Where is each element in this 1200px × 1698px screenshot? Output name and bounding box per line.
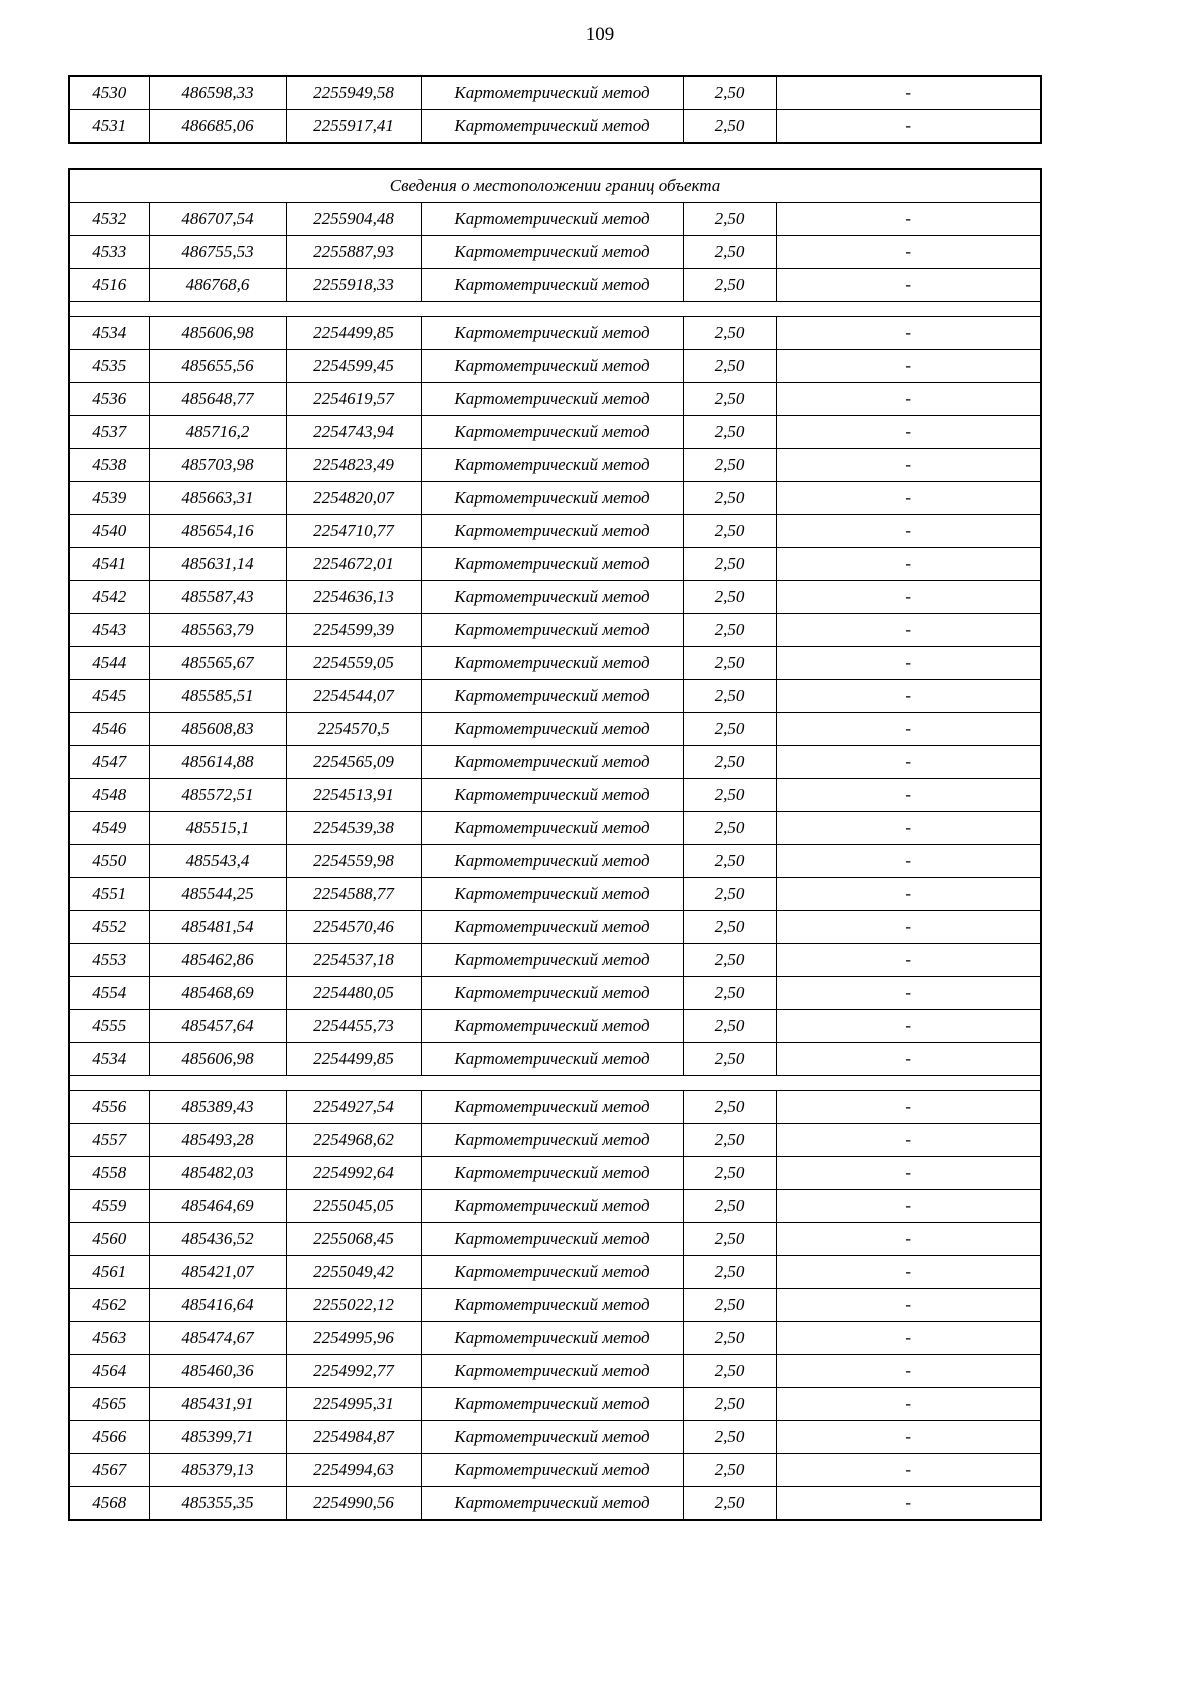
method-cell: Картометрический метод bbox=[421, 383, 683, 416]
note-cell: - bbox=[776, 1010, 1041, 1043]
method-cell: Картометрический метод bbox=[421, 779, 683, 812]
precision-cell: 2,50 bbox=[683, 911, 776, 944]
table-row bbox=[69, 416, 1041, 449]
note-cell: - bbox=[776, 548, 1041, 581]
precision-cell: 2,50 bbox=[683, 1289, 776, 1322]
table-row bbox=[69, 779, 1041, 812]
point-number-cell: 4543 bbox=[69, 614, 149, 647]
point-number-cell: 4536 bbox=[69, 383, 149, 416]
precision-cell: 2,50 bbox=[683, 1487, 776, 1521]
point-number-cell: 4534 bbox=[69, 317, 149, 350]
note-cell: - bbox=[776, 416, 1041, 449]
precision-cell: 2,50 bbox=[683, 482, 776, 515]
coord-x-cell: 485572,51 bbox=[149, 779, 286, 812]
note-cell: - bbox=[776, 977, 1041, 1010]
table-row bbox=[69, 1190, 1041, 1223]
note-cell: - bbox=[776, 1487, 1041, 1521]
coord-x-cell: 485482,03 bbox=[149, 1157, 286, 1190]
table-row bbox=[69, 1421, 1041, 1454]
table-row bbox=[69, 944, 1041, 977]
note-cell: - bbox=[776, 1355, 1041, 1388]
coord-x-cell: 485655,56 bbox=[149, 350, 286, 383]
table-row bbox=[69, 236, 1041, 269]
coord-x-cell: 485565,67 bbox=[149, 647, 286, 680]
method-cell: Картометрический метод bbox=[421, 1043, 683, 1076]
coord-x-cell: 485379,13 bbox=[149, 1454, 286, 1487]
point-number-cell: 4544 bbox=[69, 647, 149, 680]
coord-y-cell: 2254599,39 bbox=[286, 614, 421, 647]
method-cell: Картометрический метод bbox=[421, 350, 683, 383]
method-cell: Картометрический метод bbox=[421, 746, 683, 779]
precision-cell: 2,50 bbox=[683, 1091, 776, 1124]
table-row bbox=[69, 1289, 1041, 1322]
point-number-cell: 4547 bbox=[69, 746, 149, 779]
point-number-cell: 4542 bbox=[69, 581, 149, 614]
point-number-cell: 4548 bbox=[69, 779, 149, 812]
coord-y-cell: 2254455,73 bbox=[286, 1010, 421, 1043]
method-cell: Картометрический метод bbox=[421, 1322, 683, 1355]
note-cell: - bbox=[776, 1124, 1041, 1157]
precision-cell: 2,50 bbox=[683, 614, 776, 647]
coord-x-cell: 485515,1 bbox=[149, 812, 286, 845]
point-number-cell: 4546 bbox=[69, 713, 149, 746]
coord-x-cell: 486685,06 bbox=[149, 110, 286, 144]
method-cell: Картометрический метод bbox=[421, 449, 683, 482]
precision-cell: 2,50 bbox=[683, 1421, 776, 1454]
method-cell: Картометрический метод bbox=[421, 614, 683, 647]
note-cell: - bbox=[776, 911, 1041, 944]
point-number-cell: 4551 bbox=[69, 878, 149, 911]
coord-x-cell: 485544,25 bbox=[149, 878, 286, 911]
table-row bbox=[69, 1043, 1041, 1076]
point-number-cell: 4556 bbox=[69, 1091, 149, 1124]
coord-x-cell: 485421,07 bbox=[149, 1256, 286, 1289]
table-row bbox=[69, 449, 1041, 482]
note-cell: - bbox=[776, 1091, 1041, 1124]
precision-cell: 2,50 bbox=[683, 944, 776, 977]
point-number-cell: 4545 bbox=[69, 680, 149, 713]
point-number-cell: 4530 bbox=[69, 76, 149, 110]
coord-y-cell: 2254984,87 bbox=[286, 1421, 421, 1454]
precision-cell: 2,50 bbox=[683, 1157, 776, 1190]
table-row bbox=[69, 1091, 1041, 1124]
coord-y-cell: 2254672,01 bbox=[286, 548, 421, 581]
precision-cell: 2,50 bbox=[683, 317, 776, 350]
precision-cell: 2,50 bbox=[683, 1010, 776, 1043]
method-cell: Картометрический метод bbox=[421, 1388, 683, 1421]
coord-x-cell: 486755,53 bbox=[149, 236, 286, 269]
point-number-cell: 4563 bbox=[69, 1322, 149, 1355]
point-number-cell: 4558 bbox=[69, 1157, 149, 1190]
note-cell: - bbox=[776, 779, 1041, 812]
table-row bbox=[69, 110, 1041, 144]
note-cell: - bbox=[776, 1454, 1041, 1487]
coord-y-cell: 2254927,54 bbox=[286, 1091, 421, 1124]
coord-x-cell: 485648,77 bbox=[149, 383, 286, 416]
note-cell: - bbox=[776, 1157, 1041, 1190]
note-cell: - bbox=[776, 1388, 1041, 1421]
note-cell: - bbox=[776, 680, 1041, 713]
method-cell: Картометрический метод bbox=[421, 713, 683, 746]
method-cell: Картометрический метод bbox=[421, 977, 683, 1010]
coord-y-cell: 2254570,5 bbox=[286, 713, 421, 746]
coord-x-cell: 485493,28 bbox=[149, 1124, 286, 1157]
precision-cell: 2,50 bbox=[683, 1355, 776, 1388]
coord-x-cell: 485654,16 bbox=[149, 515, 286, 548]
table-row bbox=[69, 878, 1041, 911]
precision-cell: 2,50 bbox=[683, 713, 776, 746]
note-cell: - bbox=[776, 614, 1041, 647]
table-row bbox=[69, 977, 1041, 1010]
method-cell: Картометрический метод bbox=[421, 482, 683, 515]
table-row bbox=[69, 1010, 1041, 1043]
coord-y-cell: 2254710,77 bbox=[286, 515, 421, 548]
point-number-cell: 4553 bbox=[69, 944, 149, 977]
coord-x-cell: 486768,6 bbox=[149, 269, 286, 302]
coord-x-cell: 485436,52 bbox=[149, 1223, 286, 1256]
point-number-cell: 4550 bbox=[69, 845, 149, 878]
section-title-row bbox=[69, 169, 1041, 203]
method-cell: Картометрический метод bbox=[421, 680, 683, 713]
precision-cell: 2,50 bbox=[683, 581, 776, 614]
method-cell: Картометрический метод bbox=[421, 269, 683, 302]
precision-cell: 2,50 bbox=[683, 746, 776, 779]
table-row bbox=[69, 746, 1041, 779]
method-cell: Картометрический метод bbox=[421, 1421, 683, 1454]
spacer-row bbox=[69, 302, 1041, 317]
table-row bbox=[69, 203, 1041, 236]
coord-x-cell: 485663,31 bbox=[149, 482, 286, 515]
table-row bbox=[69, 1157, 1041, 1190]
note-cell: - bbox=[776, 236, 1041, 269]
note-cell: - bbox=[776, 1421, 1041, 1454]
method-cell: Картометрический метод bbox=[421, 878, 683, 911]
method-cell: Картометрический метод bbox=[421, 1157, 683, 1190]
precision-cell: 2,50 bbox=[683, 515, 776, 548]
method-cell: Картометрический метод bbox=[421, 1010, 683, 1043]
coord-y-cell: 2254992,77 bbox=[286, 1355, 421, 1388]
point-number-cell: 4535 bbox=[69, 350, 149, 383]
table-row bbox=[69, 812, 1041, 845]
method-cell: Картометрический метод bbox=[421, 911, 683, 944]
note-cell: - bbox=[776, 76, 1041, 110]
precision-cell: 2,50 bbox=[683, 416, 776, 449]
coord-y-cell: 2254820,07 bbox=[286, 482, 421, 515]
method-cell: Картометрический метод bbox=[421, 1487, 683, 1521]
table-row bbox=[69, 1454, 1041, 1487]
note-cell: - bbox=[776, 1256, 1041, 1289]
coord-y-cell: 2255949,58 bbox=[286, 76, 421, 110]
coord-y-cell: 2254743,94 bbox=[286, 416, 421, 449]
note-cell: - bbox=[776, 812, 1041, 845]
coord-x-cell: 485481,54 bbox=[149, 911, 286, 944]
coord-y-cell: 2254480,05 bbox=[286, 977, 421, 1010]
coord-y-cell: 2254559,05 bbox=[286, 647, 421, 680]
point-number-cell: 4552 bbox=[69, 911, 149, 944]
point-number-cell: 4549 bbox=[69, 812, 149, 845]
method-cell: Картометрический метод bbox=[421, 76, 683, 110]
coord-y-cell: 2254992,64 bbox=[286, 1157, 421, 1190]
table-row bbox=[69, 1223, 1041, 1256]
coord-y-cell: 2254636,13 bbox=[286, 581, 421, 614]
coord-y-cell: 2255068,45 bbox=[286, 1223, 421, 1256]
coord-x-cell: 485587,43 bbox=[149, 581, 286, 614]
precision-cell: 2,50 bbox=[683, 449, 776, 482]
coord-y-cell: 2254539,38 bbox=[286, 812, 421, 845]
point-number-cell: 4561 bbox=[69, 1256, 149, 1289]
coord-y-cell: 2254565,09 bbox=[286, 746, 421, 779]
precision-cell: 2,50 bbox=[683, 1454, 776, 1487]
table-row bbox=[69, 482, 1041, 515]
precision-cell: 2,50 bbox=[683, 1043, 776, 1076]
point-number-cell: 4567 bbox=[69, 1454, 149, 1487]
note-cell: - bbox=[776, 845, 1041, 878]
point-number-cell: 4555 bbox=[69, 1010, 149, 1043]
coord-x-cell: 485355,35 bbox=[149, 1487, 286, 1521]
precision-cell: 2,50 bbox=[683, 548, 776, 581]
point-number-cell: 4560 bbox=[69, 1223, 149, 1256]
table-row bbox=[69, 515, 1041, 548]
precision-cell: 2,50 bbox=[683, 1223, 776, 1256]
coord-x-cell: 485716,2 bbox=[149, 416, 286, 449]
point-number-cell: 4568 bbox=[69, 1487, 149, 1521]
method-cell: Картометрический метод bbox=[421, 110, 683, 144]
method-cell: Картометрический метод bbox=[421, 944, 683, 977]
table-row bbox=[69, 1355, 1041, 1388]
table-row bbox=[69, 350, 1041, 383]
note-cell: - bbox=[776, 647, 1041, 680]
point-number-cell: 4564 bbox=[69, 1355, 149, 1388]
point-number-cell: 4534 bbox=[69, 1043, 149, 1076]
coord-y-cell: 2254588,77 bbox=[286, 878, 421, 911]
table-row bbox=[69, 614, 1041, 647]
method-cell: Картометрический метод bbox=[421, 515, 683, 548]
coord-y-cell: 2254570,46 bbox=[286, 911, 421, 944]
note-cell: - bbox=[776, 878, 1041, 911]
coord-y-cell: 2254544,07 bbox=[286, 680, 421, 713]
point-number-cell: 4565 bbox=[69, 1388, 149, 1421]
coord-x-cell: 485389,43 bbox=[149, 1091, 286, 1124]
method-cell: Картометрический метод bbox=[421, 1454, 683, 1487]
table-row bbox=[69, 1487, 1041, 1521]
point-number-cell: 4559 bbox=[69, 1190, 149, 1223]
note-cell: - bbox=[776, 110, 1041, 144]
method-cell: Картометрический метод bbox=[421, 845, 683, 878]
precision-cell: 2,50 bbox=[683, 779, 776, 812]
note-cell: - bbox=[776, 746, 1041, 779]
table-row bbox=[69, 713, 1041, 746]
precision-cell: 2,50 bbox=[683, 203, 776, 236]
coord-x-cell: 485563,79 bbox=[149, 614, 286, 647]
coord-y-cell: 2255022,12 bbox=[286, 1289, 421, 1322]
note-cell: - bbox=[776, 1190, 1041, 1223]
precision-cell: 2,50 bbox=[683, 1190, 776, 1223]
method-cell: Картометрический метод bbox=[421, 581, 683, 614]
note-cell: - bbox=[776, 713, 1041, 746]
note-cell: - bbox=[776, 1289, 1041, 1322]
coord-y-cell: 2254994,63 bbox=[286, 1454, 421, 1487]
table-row bbox=[69, 647, 1041, 680]
coord-x-cell: 485585,51 bbox=[149, 680, 286, 713]
coord-y-cell: 2254995,31 bbox=[286, 1388, 421, 1421]
table-row bbox=[69, 845, 1041, 878]
coord-x-cell: 485606,98 bbox=[149, 317, 286, 350]
coord-y-cell: 2254537,18 bbox=[286, 944, 421, 977]
coord-x-cell: 485608,83 bbox=[149, 713, 286, 746]
method-cell: Картометрический метод bbox=[421, 1190, 683, 1223]
note-cell: - bbox=[776, 1043, 1041, 1076]
precision-cell: 2,50 bbox=[683, 878, 776, 911]
table-row bbox=[69, 1388, 1041, 1421]
coordinate-table-top bbox=[68, 75, 1042, 144]
precision-cell: 2,50 bbox=[683, 1124, 776, 1157]
coord-y-cell: 2254513,91 bbox=[286, 779, 421, 812]
method-cell: Картометрический метод bbox=[421, 236, 683, 269]
coord-y-cell: 2255918,33 bbox=[286, 269, 421, 302]
method-cell: Картометрический метод bbox=[421, 812, 683, 845]
coord-x-cell: 485606,98 bbox=[149, 1043, 286, 1076]
method-cell: Картометрический метод bbox=[421, 647, 683, 680]
point-number-cell: 4516 bbox=[69, 269, 149, 302]
coord-x-cell: 485468,69 bbox=[149, 977, 286, 1010]
precision-cell: 2,50 bbox=[683, 647, 776, 680]
point-number-cell: 4562 bbox=[69, 1289, 149, 1322]
method-cell: Картометрический метод bbox=[421, 1223, 683, 1256]
precision-cell: 2,50 bbox=[683, 1322, 776, 1355]
point-number-cell: 4566 bbox=[69, 1421, 149, 1454]
table-row bbox=[69, 548, 1041, 581]
precision-cell: 2,50 bbox=[683, 110, 776, 144]
note-cell: - bbox=[776, 1223, 1041, 1256]
coordinate-table-main bbox=[68, 168, 1042, 1521]
section-title: Сведения о местоположении границ объекта bbox=[69, 169, 1041, 203]
point-number-cell: 4538 bbox=[69, 449, 149, 482]
coord-y-cell: 2255904,48 bbox=[286, 203, 421, 236]
coord-y-cell: 2255045,05 bbox=[286, 1190, 421, 1223]
method-cell: Картометрический метод bbox=[421, 548, 683, 581]
coord-x-cell: 485464,69 bbox=[149, 1190, 286, 1223]
precision-cell: 2,50 bbox=[683, 1256, 776, 1289]
coord-y-cell: 2254499,85 bbox=[286, 1043, 421, 1076]
coord-y-cell: 2255917,41 bbox=[286, 110, 421, 144]
method-cell: Картометрический метод bbox=[421, 1256, 683, 1289]
coord-x-cell: 485416,64 bbox=[149, 1289, 286, 1322]
coord-x-cell: 485631,14 bbox=[149, 548, 286, 581]
spacer-cell bbox=[69, 302, 1041, 317]
coord-y-cell: 2254968,62 bbox=[286, 1124, 421, 1157]
note-cell: - bbox=[776, 944, 1041, 977]
method-cell: Картометрический метод bbox=[421, 1355, 683, 1388]
coord-y-cell: 2254599,45 bbox=[286, 350, 421, 383]
precision-cell: 2,50 bbox=[683, 977, 776, 1010]
spacer-cell bbox=[69, 1076, 1041, 1091]
table-row bbox=[69, 76, 1041, 110]
coord-x-cell: 485703,98 bbox=[149, 449, 286, 482]
precision-cell: 2,50 bbox=[683, 680, 776, 713]
coord-y-cell: 2254995,96 bbox=[286, 1322, 421, 1355]
coord-x-cell: 485474,67 bbox=[149, 1322, 286, 1355]
coord-y-cell: 2254619,57 bbox=[286, 383, 421, 416]
precision-cell: 2,50 bbox=[683, 269, 776, 302]
note-cell: - bbox=[776, 482, 1041, 515]
method-cell: Картометрический метод bbox=[421, 416, 683, 449]
coord-x-cell: 486598,33 bbox=[149, 76, 286, 110]
point-number-cell: 4537 bbox=[69, 416, 149, 449]
note-cell: - bbox=[776, 350, 1041, 383]
coord-x-cell: 485614,88 bbox=[149, 746, 286, 779]
page-number: 109 bbox=[585, 24, 615, 45]
coord-x-cell: 485399,71 bbox=[149, 1421, 286, 1454]
precision-cell: 2,50 bbox=[683, 236, 776, 269]
coord-y-cell: 2254990,56 bbox=[286, 1487, 421, 1521]
point-number-cell: 4554 bbox=[69, 977, 149, 1010]
note-cell: - bbox=[776, 203, 1041, 236]
point-number-cell: 4531 bbox=[69, 110, 149, 144]
note-cell: - bbox=[776, 581, 1041, 614]
spacer-row bbox=[69, 1076, 1041, 1091]
table-row bbox=[69, 680, 1041, 713]
note-cell: - bbox=[776, 515, 1041, 548]
coord-x-cell: 486707,54 bbox=[149, 203, 286, 236]
precision-cell: 2,50 bbox=[683, 1388, 776, 1421]
coord-y-cell: 2254823,49 bbox=[286, 449, 421, 482]
coord-x-cell: 485460,36 bbox=[149, 1355, 286, 1388]
point-number-cell: 4539 bbox=[69, 482, 149, 515]
table-row bbox=[69, 581, 1041, 614]
note-cell: - bbox=[776, 269, 1041, 302]
table-row bbox=[69, 317, 1041, 350]
point-number-cell: 4533 bbox=[69, 236, 149, 269]
precision-cell: 2,50 bbox=[683, 812, 776, 845]
coord-y-cell: 2254499,85 bbox=[286, 317, 421, 350]
precision-cell: 2,50 bbox=[683, 845, 776, 878]
method-cell: Картометрический метод bbox=[421, 1289, 683, 1322]
coord-y-cell: 2254559,98 bbox=[286, 845, 421, 878]
note-cell: - bbox=[776, 449, 1041, 482]
precision-cell: 2,50 bbox=[683, 383, 776, 416]
coord-x-cell: 485431,91 bbox=[149, 1388, 286, 1421]
point-number-cell: 4532 bbox=[69, 203, 149, 236]
table-row bbox=[69, 911, 1041, 944]
table-row bbox=[69, 269, 1041, 302]
point-number-cell: 4541 bbox=[69, 548, 149, 581]
coord-x-cell: 485457,64 bbox=[149, 1010, 286, 1043]
method-cell: Картометрический метод bbox=[421, 317, 683, 350]
note-cell: - bbox=[776, 383, 1041, 416]
precision-cell: 2,50 bbox=[683, 350, 776, 383]
method-cell: Картометрический метод bbox=[421, 203, 683, 236]
coord-y-cell: 2255887,93 bbox=[286, 236, 421, 269]
table-row bbox=[69, 1124, 1041, 1157]
precision-cell: 2,50 bbox=[683, 76, 776, 110]
table-row bbox=[69, 1322, 1041, 1355]
table-row bbox=[69, 1256, 1041, 1289]
coord-y-cell: 2255049,42 bbox=[286, 1256, 421, 1289]
coord-x-cell: 485462,86 bbox=[149, 944, 286, 977]
point-number-cell: 4557 bbox=[69, 1124, 149, 1157]
note-cell: - bbox=[776, 1322, 1041, 1355]
point-number-cell: 4540 bbox=[69, 515, 149, 548]
method-cell: Картометрический метод bbox=[421, 1091, 683, 1124]
coord-x-cell: 485543,4 bbox=[149, 845, 286, 878]
table-row bbox=[69, 383, 1041, 416]
note-cell: - bbox=[776, 317, 1041, 350]
method-cell: Картометрический метод bbox=[421, 1124, 683, 1157]
